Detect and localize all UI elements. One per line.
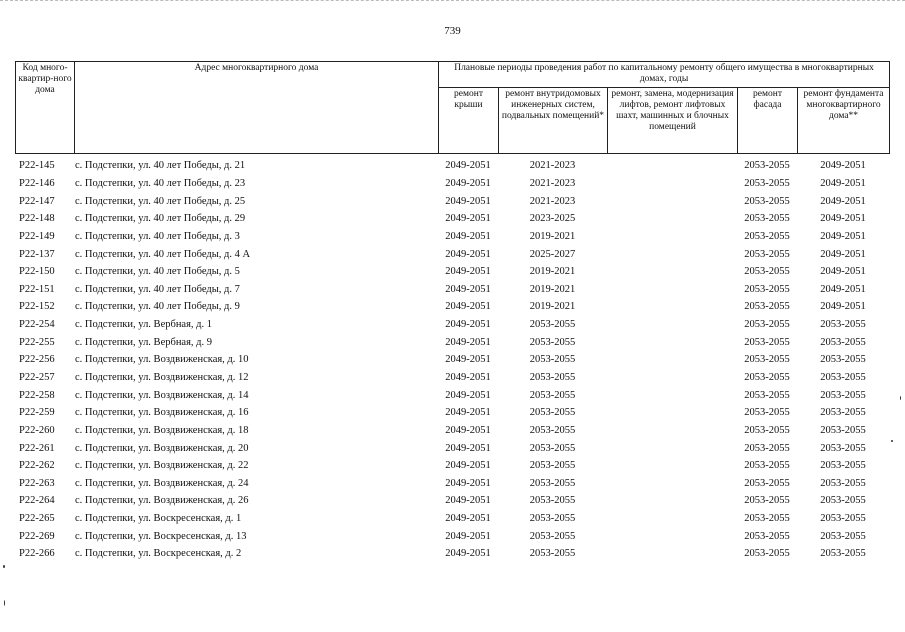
- cell-foundation: 2049-2051: [820, 230, 866, 242]
- cell-foundation: 2049-2051: [820, 195, 866, 207]
- cell-roof: 2049-2051: [445, 442, 491, 454]
- table-row: [15, 475, 889, 493]
- cell-engineering: 2053-2055: [529, 336, 576, 348]
- cell-code: Р22-255: [19, 336, 55, 348]
- cell-facade: 2053-2055: [744, 530, 790, 542]
- cell-code: Р22-145: [19, 160, 55, 172]
- cell-address: с. Подстепки, ул. 40 лет Победы, д. 29: [75, 213, 246, 225]
- cell-foundation: 2049-2051: [820, 301, 866, 313]
- cell-engineering: 2053-2055: [529, 407, 576, 419]
- cell-address: с. Подстепки, ул. Воздвиженская, д. 22: [75, 460, 249, 472]
- cell-roof: 2049-2051: [445, 230, 491, 242]
- cell-facade: 2053-2055: [744, 372, 790, 383]
- cell-roof: 2049-2051: [445, 213, 491, 225]
- cell-code: Р22-256: [19, 354, 55, 366]
- cell-engineering: 2021-2023: [529, 177, 576, 189]
- table-row: [15, 510, 889, 528]
- cell-facade: 2053-2055: [744, 354, 790, 366]
- cell-facade: 2053-2055: [744, 213, 790, 225]
- header-facade: ремонт фасада: [738, 88, 798, 154]
- cell-engineering: 2021-2023: [529, 195, 576, 207]
- table-row: [15, 527, 889, 545]
- cell-facade: 2053-2055: [744, 477, 790, 489]
- header-engineering: ремонт внутридомовых инженерных систем, подвальных помещений*: [499, 88, 608, 154]
- cell-code: Р22-261: [19, 442, 55, 454]
- cell-foundation: 2049-2051: [820, 213, 866, 225]
- cell-engineering: 2053-2055: [529, 477, 576, 489]
- cell-foundation: 2053-2055: [820, 354, 866, 366]
- cell-facade: 2053-2055: [744, 266, 790, 278]
- cell-code: Р22-262: [19, 460, 55, 472]
- cell-address: с. Подстепки, ул. Воздвиженская, д. 26: [75, 495, 249, 507]
- cell-foundation: 2049-2051: [820, 160, 866, 172]
- cell-facade: 2053-2055: [744, 195, 790, 207]
- cell-engineering: 2019-2021: [529, 230, 576, 242]
- header-periods: Плановые периоды проведения работ по капитальному ремонту общего имущества в многоквартирных домах, годы: [439, 62, 890, 88]
- header-lifts: ремонт, замена, модернизация лифтов, ремонт лифтовых шахт, машинных и блочных помещений: [608, 88, 738, 154]
- cell-roof: 2049-2051: [445, 548, 491, 560]
- cell-foundation: 2053-2055: [820, 424, 866, 436]
- cell-code: Р22-266: [19, 548, 55, 560]
- cell-code: Р22-152: [19, 301, 55, 313]
- cell-roof: 2049-2051: [445, 389, 491, 401]
- cell-code: Р22-148: [19, 213, 55, 225]
- cell-foundation: 2053-2055: [820, 389, 866, 401]
- table-row: [15, 175, 889, 193]
- cell-foundation: 2053-2055: [820, 336, 866, 348]
- cell-roof: 2049-2051: [445, 283, 491, 295]
- cell-foundation: 2053-2055: [820, 530, 866, 542]
- cell-roof: 2049-2051: [445, 460, 491, 472]
- cell-foundation: 2053-2055: [820, 513, 866, 525]
- cell-foundation: 2049-2051: [820, 266, 866, 278]
- cell-facade: 2053-2055: [744, 177, 790, 189]
- cell-code: Р22-137: [19, 248, 55, 260]
- cell-facade: 2053-2055: [744, 407, 790, 419]
- cell-engineering: 2021-2023: [529, 160, 576, 172]
- table-row: [15, 422, 889, 440]
- table-row: [15, 210, 889, 228]
- cell-foundation: 2049-2051: [820, 177, 866, 189]
- cell-address: с. Подстепки, ул. 40 лет Победы, д. 25: [75, 195, 246, 207]
- cell-foundation: 2053-2055: [820, 442, 866, 454]
- cell-foundation: 2053-2055: [820, 460, 866, 472]
- cell-foundation: 2053-2055: [820, 372, 866, 383]
- cell-engineering: 2053-2055: [529, 513, 576, 525]
- cell-address: с. Подстепки, ул. Воскресенская, д. 13: [75, 530, 247, 542]
- cell-roof: 2049-2051: [445, 248, 491, 260]
- cell-facade: 2053-2055: [744, 548, 790, 560]
- cell-code: Р22-254: [19, 319, 55, 331]
- cell-engineering: 2053-2055: [529, 460, 576, 472]
- cell-address: с. Подстепки, ул. 40 лет Победы, д. 23: [75, 177, 246, 189]
- cell-address: с. Подстепки, ул. Воздвиженская, д. 24: [75, 477, 249, 489]
- cell-roof: 2049-2051: [445, 354, 491, 366]
- table-row: [15, 192, 889, 210]
- table-body: [15, 157, 889, 563]
- table-row: [15, 298, 889, 316]
- cell-engineering: 2019-2021: [529, 301, 576, 313]
- cell-engineering: 2053-2055: [529, 530, 576, 542]
- cell-address: с. Подстепки, ул. 40 лет Победы, д. 21: [75, 160, 246, 172]
- cell-address: с. Подстепки, ул. Воскресенская, д. 1: [75, 513, 242, 525]
- cell-code: Р22-259: [19, 407, 55, 419]
- cell-address: с. Подстепки, ул. 40 лет Победы, д. 7: [75, 283, 240, 295]
- cell-roof: 2049-2051: [445, 160, 491, 172]
- scan-speck: [3, 565, 5, 568]
- table-row: [15, 228, 889, 246]
- cell-code: Р22-147: [19, 195, 55, 207]
- cell-roof: 2049-2051: [445, 301, 491, 313]
- cell-facade: 2053-2055: [744, 160, 790, 172]
- cell-engineering: 2053-2055: [529, 442, 576, 454]
- table-row: [15, 386, 889, 404]
- cell-foundation: 2053-2055: [820, 548, 866, 560]
- cell-facade: 2053-2055: [744, 424, 790, 436]
- cell-address: с. Подстепки, ул. Воскресенская, д. 2: [75, 548, 242, 560]
- cell-facade: 2053-2055: [744, 460, 790, 472]
- cell-code: Р22-257: [19, 372, 55, 383]
- table-row: [15, 280, 889, 298]
- cell-foundation: 2053-2055: [820, 407, 866, 419]
- cell-code: Р22-149: [19, 230, 55, 242]
- cell-code: Р22-260: [19, 424, 55, 436]
- table-row: [15, 369, 889, 387]
- cell-address: с. Подстепки, ул. Воздвиженская, д. 18: [75, 424, 249, 436]
- cell-address: с. Подстепки, ул. Воздвиженская, д. 14: [75, 389, 249, 401]
- cell-roof: 2049-2051: [445, 372, 491, 383]
- cell-roof: 2049-2051: [445, 336, 491, 348]
- cell-foundation: 2053-2055: [820, 477, 866, 489]
- cell-address: с. Подстепки, ул. Воздвиженская, д. 12: [75, 372, 249, 383]
- table-row: [15, 263, 889, 281]
- cell-address: с. Подстепки, ул. Вербная, д. 9: [75, 336, 213, 348]
- page-number: 739: [444, 25, 461, 37]
- cell-foundation: 2049-2051: [820, 283, 866, 295]
- cell-address: с. Подстепки, ул. 40 лет Победы, д. 9: [75, 301, 240, 313]
- scan-speck: [891, 440, 893, 442]
- cell-engineering: 2019-2021: [529, 283, 576, 295]
- cell-facade: 2053-2055: [744, 319, 790, 331]
- cell-roof: 2049-2051: [445, 319, 491, 331]
- table-row: [15, 439, 889, 457]
- header-address: Адрес многоквартирного дома: [75, 62, 439, 154]
- cell-engineering: 2053-2055: [529, 319, 576, 331]
- cell-foundation: 2053-2055: [820, 495, 866, 507]
- table-row: [15, 457, 889, 475]
- cell-roof: 2049-2051: [445, 530, 491, 542]
- cell-code: Р22-150: [19, 266, 55, 278]
- table-row: [15, 316, 889, 334]
- table-row: [15, 333, 889, 351]
- cell-facade: 2053-2055: [744, 442, 790, 454]
- cell-address: с. Подстепки, ул. 40 лет Победы, д. 4 А: [75, 248, 251, 260]
- cell-engineering: 2053-2055: [529, 389, 576, 401]
- cell-address: с. Подстепки, ул. 40 лет Победы, д. 5: [75, 266, 240, 278]
- cell-roof: 2049-2051: [445, 177, 491, 189]
- cell-code: Р22-269: [19, 530, 55, 542]
- table-row: [15, 545, 889, 563]
- table-row: [15, 492, 889, 510]
- table-row: [15, 245, 889, 263]
- cell-roof: 2049-2051: [445, 266, 491, 278]
- cell-foundation: 2049-2051: [820, 248, 866, 260]
- cell-code: Р22-146: [19, 177, 55, 189]
- cell-engineering: 2053-2055: [529, 495, 576, 507]
- cell-roof: 2049-2051: [445, 477, 491, 489]
- cell-code: Р22-264: [19, 495, 55, 507]
- cell-foundation: 2053-2055: [820, 319, 866, 331]
- cell-engineering: 2025-2027: [529, 248, 576, 260]
- cell-facade: 2053-2055: [744, 495, 790, 507]
- cell-facade: 2053-2055: [744, 230, 790, 242]
- scan-speck: [4, 600, 5, 606]
- cell-code: Р22-258: [19, 389, 55, 401]
- table-header: [15, 61, 890, 154]
- cell-address: с. Подстепки, ул. Воздвиженская, д. 20: [75, 442, 249, 454]
- cell-address: с. Подстепки, ул. Воздвиженская, д. 10: [75, 354, 249, 366]
- cell-facade: 2053-2055: [744, 283, 790, 295]
- cell-engineering: 2053-2055: [529, 372, 576, 383]
- cell-engineering: 2019-2021: [529, 266, 576, 278]
- cell-address: с. Подстепки, ул. Вербная, д. 1: [75, 319, 213, 331]
- header-roof: ремонт крыши: [439, 88, 499, 154]
- cell-roof: 2049-2051: [445, 195, 491, 207]
- table-row: [15, 157, 889, 175]
- cell-facade: 2053-2055: [744, 301, 790, 313]
- table-row: [15, 351, 889, 369]
- cell-roof: 2049-2051: [445, 513, 491, 525]
- cell-engineering: 2053-2055: [529, 354, 576, 366]
- cell-facade: 2053-2055: [744, 389, 790, 401]
- cell-facade: 2053-2055: [744, 336, 790, 348]
- table-row: [15, 404, 889, 422]
- cell-code: Р22-151: [19, 283, 55, 295]
- cell-facade: 2053-2055: [744, 513, 790, 525]
- cell-facade: 2053-2055: [744, 248, 790, 260]
- cell-code: Р22-263: [19, 477, 55, 489]
- cell-engineering: 2053-2055: [529, 424, 576, 436]
- header-foundation: ремонт фундамента многоквартирного дома**: [798, 88, 890, 154]
- cell-engineering: 2053-2055: [529, 548, 576, 560]
- header-code: Код много-квартир-ного дома: [16, 62, 75, 154]
- cell-roof: 2049-2051: [445, 495, 491, 507]
- scan-edge: [0, 0, 905, 2]
- cell-address: с. Подстепки, ул. 40 лет Победы, д. 3: [75, 230, 240, 242]
- cell-roof: 2049-2051: [445, 407, 491, 419]
- cell-address: с. Подстепки, ул. Воздвиженская, д. 16: [75, 407, 249, 419]
- cell-engineering: 2023-2025: [529, 213, 576, 225]
- cell-code: Р22-265: [19, 513, 55, 525]
- cell-roof: 2049-2051: [445, 424, 491, 436]
- scan-speck: [900, 396, 901, 400]
